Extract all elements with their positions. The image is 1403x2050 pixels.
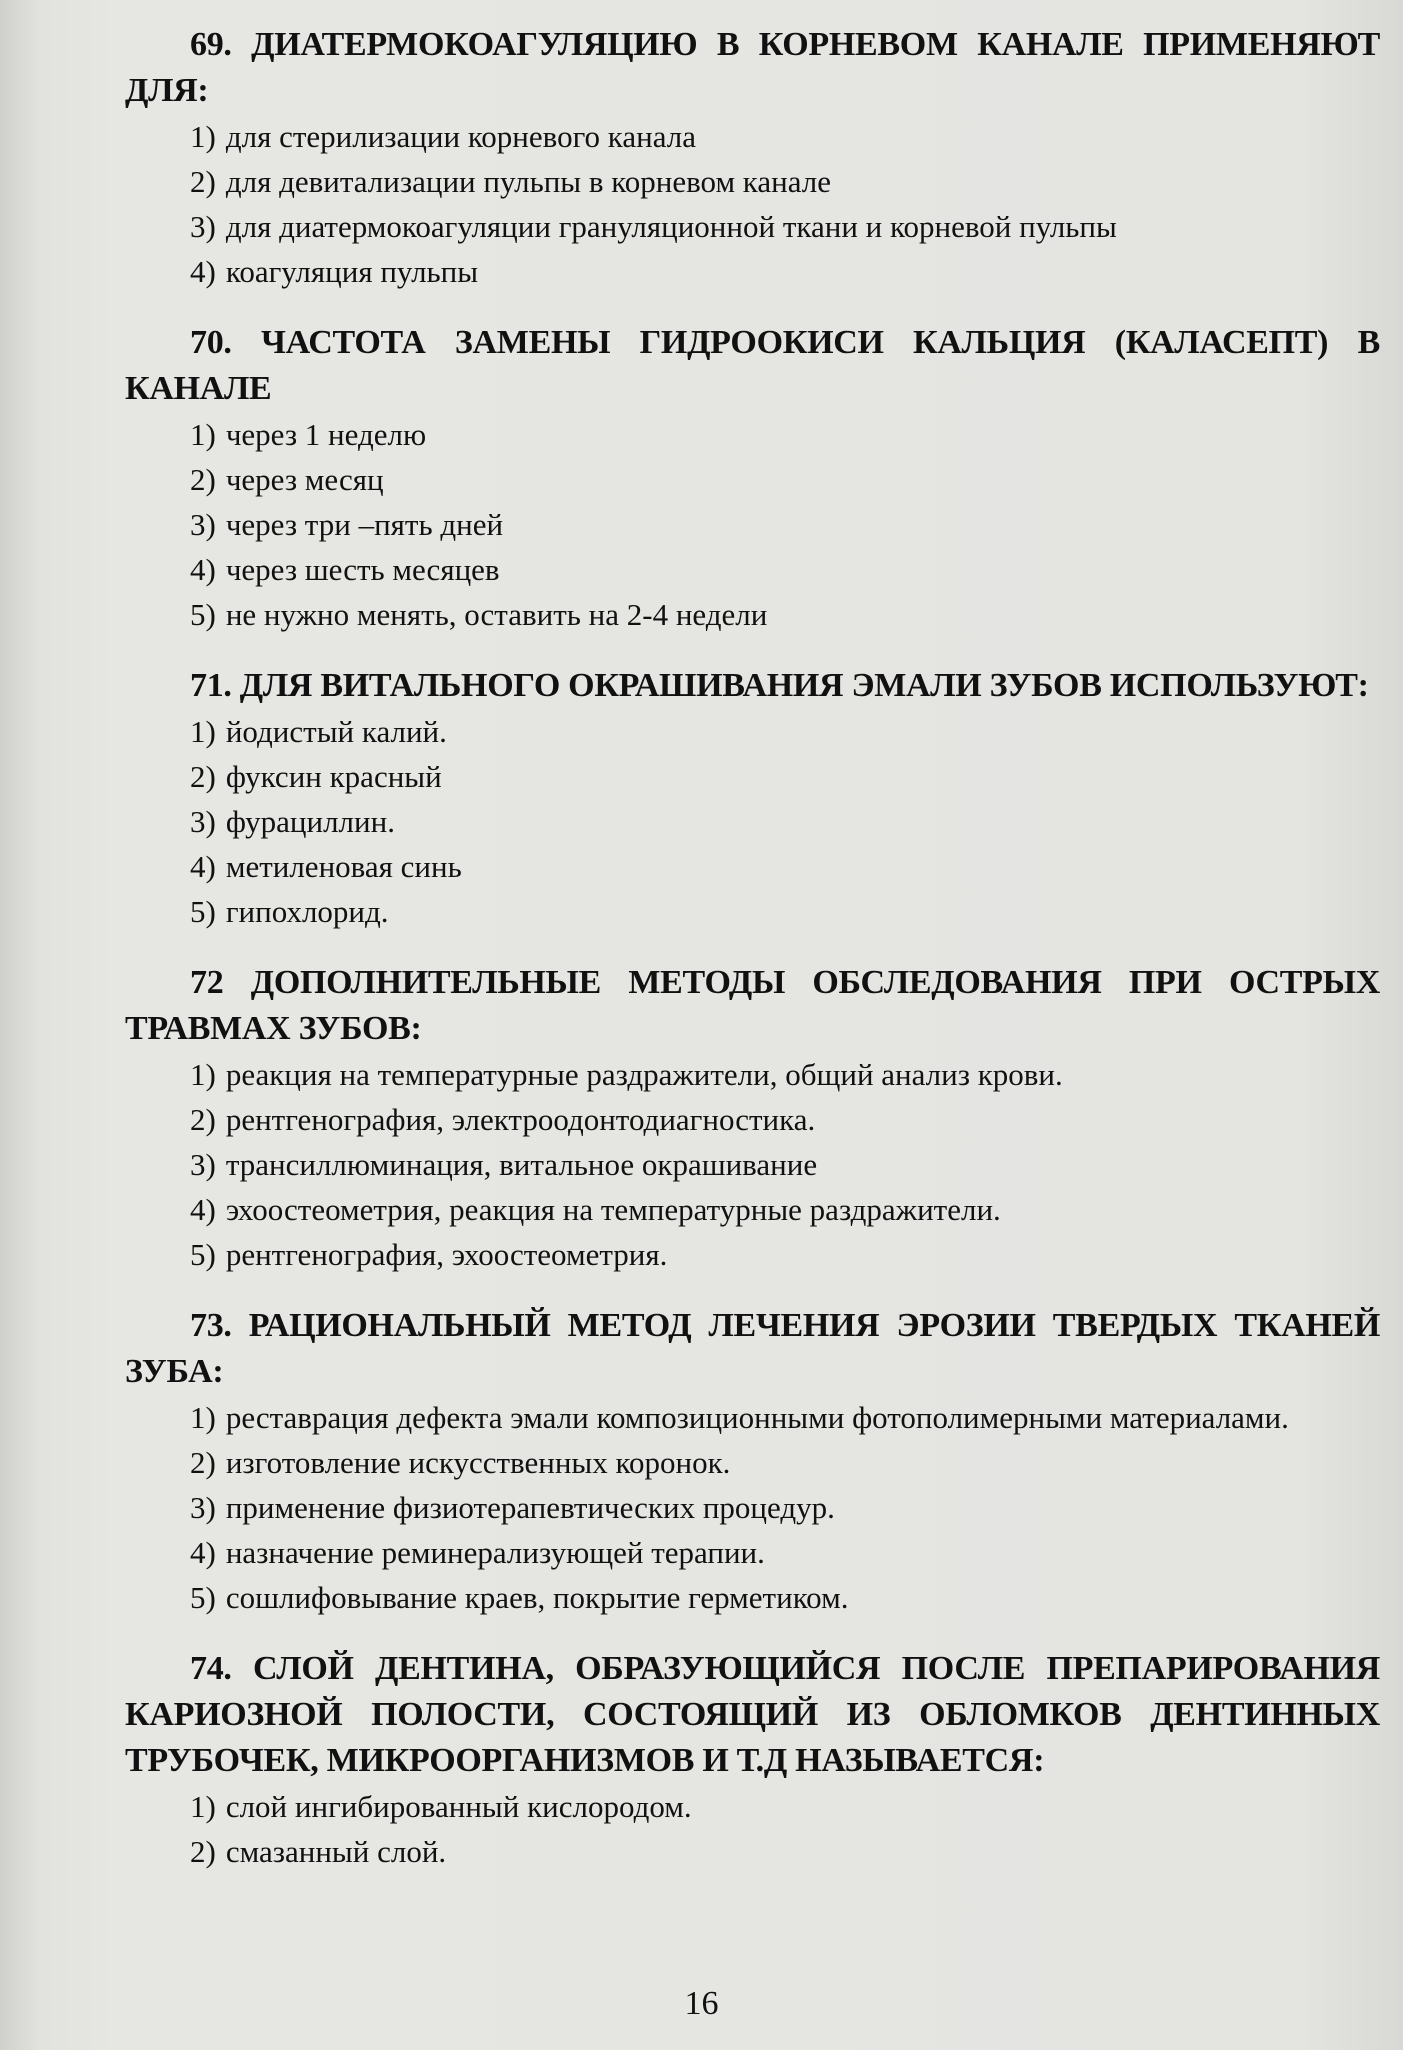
option-number: 4) [190, 1535, 216, 1570]
option-text: через шесть месяцев [225, 552, 500, 587]
answer-option [125, 502, 1380, 547]
option-text: трансиллюминация, витальное окрашивание [225, 1147, 818, 1182]
answer-option [125, 844, 1380, 889]
option-text: назначение реминерализующей терапии. [225, 1535, 765, 1570]
option-number: 2) [190, 462, 216, 497]
option-number: 5) [190, 1237, 216, 1272]
answer-option [125, 799, 1380, 844]
option-number: 5) [190, 597, 216, 632]
answer-option [125, 1530, 1380, 1575]
question-73 [125, 1303, 1380, 1620]
answer-option [125, 114, 1380, 159]
answer-option [125, 1232, 1380, 1277]
option-text: реакция на температурные раздражители, общий анализ крови. [225, 1057, 1063, 1092]
answer-option [125, 1485, 1380, 1530]
option-number: 2) [190, 759, 216, 794]
question-title: 69. ДИАТЕРМОКОАГУЛЯЦИЮ В КОРНЕВОМ КАНАЛЕ ПРИМЕНЯЮТ ДЛЯ: [125, 26, 1380, 109]
option-text: коагуляция пульпы [225, 254, 479, 289]
question-title: 71. ДЛЯ ВИТАЛЬНОГО ОКРАШИВАНИЯ ЭМАЛИ ЗУБОВ ИСПОЛЬЗУЮТ: [190, 667, 1369, 704]
option-text: применение физиотерапевтических процедур. [225, 1490, 835, 1525]
option-text: через 1 неделю [225, 417, 427, 452]
option-text: йодистый калий. [225, 714, 447, 749]
option-text: эхоостеометрия, реакция на температурные раздражители. [225, 1192, 1001, 1227]
answer-options [125, 1395, 1380, 1620]
answer-options [125, 1784, 1380, 1874]
option-text: рентгенография, эхоостеометрия. [225, 1237, 668, 1272]
option-number: 1) [190, 119, 216, 154]
page-number: 16 [684, 1985, 719, 2022]
option-text: для диатермокоагуляции грануляционной ткани и корневой пульпы [225, 209, 1117, 244]
answer-options [125, 709, 1380, 934]
option-text: фурациллин. [225, 804, 395, 839]
option-number: 3) [190, 1490, 216, 1525]
question-71 [125, 663, 1380, 934]
option-text: через три –пять дней [225, 507, 504, 542]
answer-option [125, 592, 1380, 637]
answer-option [125, 1142, 1380, 1187]
answer-option [125, 1575, 1380, 1620]
option-text: смазанный слой. [225, 1834, 447, 1869]
option-number: 3) [190, 1147, 216, 1182]
option-number: 4) [190, 849, 216, 884]
option-number: 5) [190, 894, 216, 929]
answer-option [125, 889, 1380, 934]
answer-option [125, 412, 1380, 457]
answer-options [125, 1052, 1380, 1277]
question-title: 70. ЧАСТОТА ЗАМЕНЫ ГИДРООКИСИ КАЛЬЦИЯ (КАЛАСЕПТ) В КАНАЛЕ [125, 324, 1380, 407]
question-title: 74. СЛОЙ ДЕНТИНА, ОБРАЗУЮЩИЙСЯ ПОСЛЕ ПРЕПАРИРОВАНИЯ КАРИОЗНОЙ ПОЛОСТИ, СОСТОЯЩИЙ ИЗ ОБЛОМКОВ ДЕНТИННЫХ ТРУБОЧЕК, МИКРООРГАНИЗМОВ И Т.Д НАЗЫВАЕТСЯ: [125, 1650, 1380, 1779]
answer-options [125, 412, 1380, 637]
option-number: 4) [190, 254, 216, 289]
question-69 [125, 22, 1380, 294]
answer-option [125, 1395, 1380, 1440]
answer-option [125, 457, 1380, 502]
option-number: 3) [190, 209, 216, 244]
option-text: реставрация дефекта эмали композиционными фотополимерными материалами. [225, 1400, 1289, 1435]
option-text: через месяц [225, 462, 384, 497]
question-title: 72 ДОПОЛНИТЕЛЬНЫЕ МЕТОДЫ ОБСЛЕДОВАНИЯ ПРИ ОСТРЫХ ТРАВМАХ ЗУБОВ: [125, 964, 1380, 1047]
answer-option [125, 204, 1380, 249]
option-text: слой ингибированный кислородом. [225, 1789, 692, 1824]
option-text: фуксин красный [225, 759, 442, 794]
answer-option [125, 709, 1380, 754]
option-text: не нужно менять, оставить на 2-4 недели [225, 597, 768, 632]
option-text: для стерилизации корневого канала [225, 119, 696, 154]
answer-option [125, 754, 1380, 799]
option-number: 2) [190, 1102, 216, 1137]
answer-option [125, 249, 1380, 294]
option-number: 1) [190, 1789, 216, 1824]
option-number: 1) [190, 1400, 216, 1435]
answer-option [125, 1097, 1380, 1142]
option-number: 2) [190, 164, 216, 199]
option-number: 1) [190, 1057, 216, 1092]
option-number: 2) [190, 1834, 216, 1869]
answer-option [125, 159, 1380, 204]
answer-option [125, 1440, 1380, 1485]
answer-option [125, 1829, 1380, 1874]
option-text: сошлифовывание краев, покрытие герметиком. [225, 1580, 849, 1615]
option-number: 5) [190, 1580, 216, 1615]
option-number: 4) [190, 1192, 216, 1227]
answer-option [125, 1187, 1380, 1232]
option-text: метиленовая синь [225, 849, 462, 884]
option-text: рентгенография, электроодонтодиагностика. [225, 1102, 816, 1137]
question-title: 73. РАЦИОНАЛЬНЫЙ МЕТОД ЛЕЧЕНИЯ ЭРОЗИИ ТВЕРДЫХ ТКАНЕЙ ЗУБА: [125, 1307, 1380, 1390]
question-72 [125, 960, 1380, 1277]
answer-option [125, 1784, 1380, 1829]
option-number: 3) [190, 507, 216, 542]
answer-option [125, 1052, 1380, 1097]
option-number: 1) [190, 417, 216, 452]
option-number: 1) [190, 714, 216, 749]
option-number: 2) [190, 1445, 216, 1480]
page-content [125, 22, 1380, 1900]
question-70 [125, 320, 1380, 637]
option-number: 3) [190, 804, 216, 839]
answer-option [125, 547, 1380, 592]
option-text: изготовление искусственных коронок. [225, 1445, 731, 1480]
option-number: 4) [190, 552, 216, 587]
question-74 [125, 1646, 1380, 1874]
answer-options [125, 114, 1380, 294]
option-text: гипохлорид. [225, 894, 389, 929]
option-text: для девитализации пульпы в корневом канале [225, 164, 832, 199]
